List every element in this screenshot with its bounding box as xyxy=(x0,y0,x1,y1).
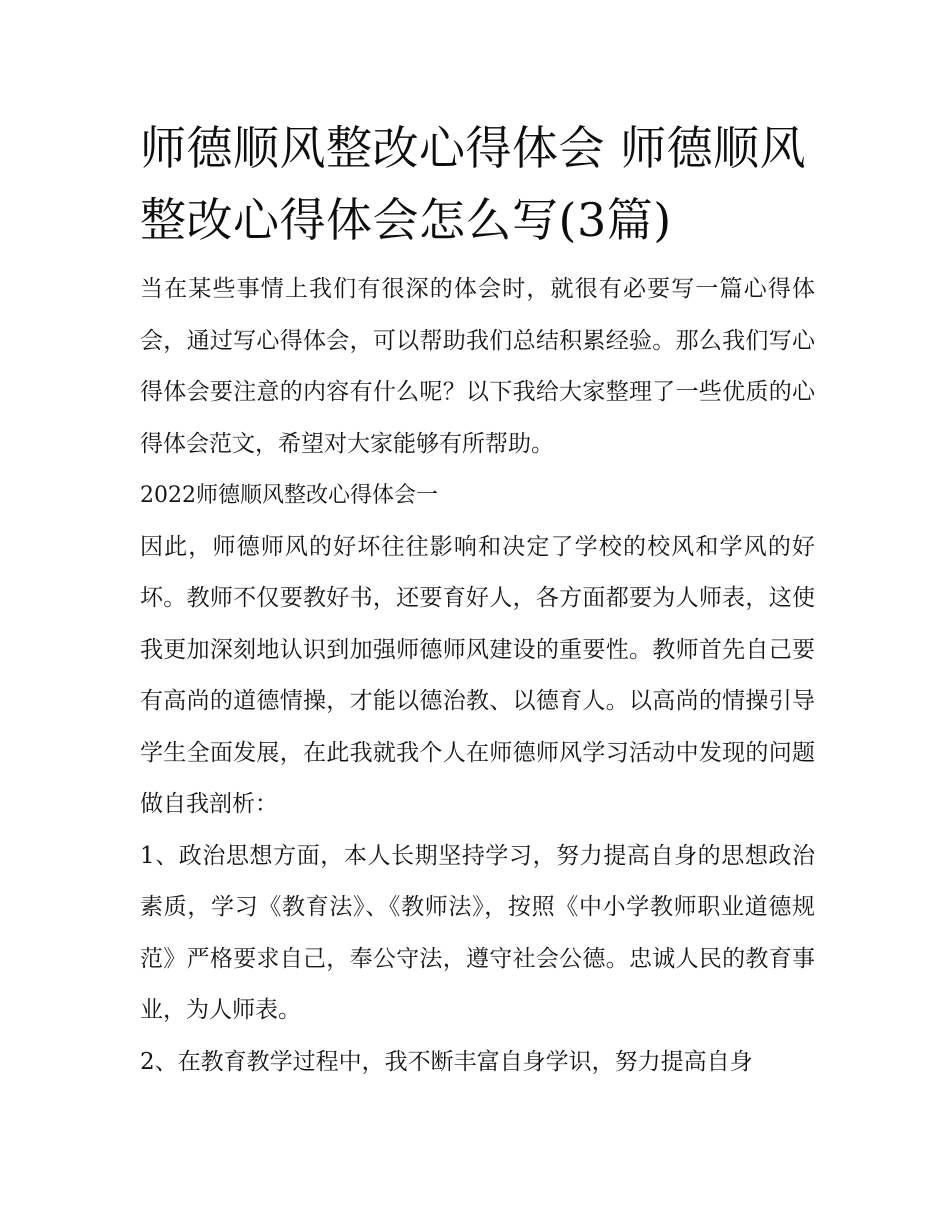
section-heading: 2022师德顺风整改心得体会一 xyxy=(140,483,438,508)
intro-paragraph: 当在某些事情上我们有很深的体会时，就很有必要写一篇心得体会，通过写心得体会，可以帮助我们总结积累经验。那么我们写心得体会要注意的内容有什么呢？以下我给大家整理了一些优质的心得体会范文，希望对大家能够有所帮助。 xyxy=(140,276,815,457)
document-title: 师德顺风整改心得体会 师德顺风整改心得体会怎么写(3篇) xyxy=(140,121,807,247)
body-paragraph-2: 1、政治思想方面，本人长期坚持学习，努力提高自身的思想政治素质，学习《教育法》、《教师法》，按照《中小学教师职业道德规范》严格要求自己，奉公守法，遵守社会公德。忠诚人民的教育事业，为人师表。 xyxy=(140,842,815,1023)
body-paragraph-1: 因此，师德师风的好坏往往影响和决定了学校的校风和学风的好坏。教师不仅要教好书，还要育好人，各方面都要为人师表，这使我更加深刻地认识到加强师德师风建设的重要性。教师首先自己要有高尚的道德情操，才能以德治教、以德育人。以高尚的情操引导学生全面发展，在此我就我个人在师德师风学习活动中发现的问题做自我剖析： xyxy=(140,533,815,817)
body-paragraph-3: 2、在教育教学过程中，我不断丰富自身学识，努力提高自身 xyxy=(140,1048,753,1075)
document-body xyxy=(140,112,815,1088)
